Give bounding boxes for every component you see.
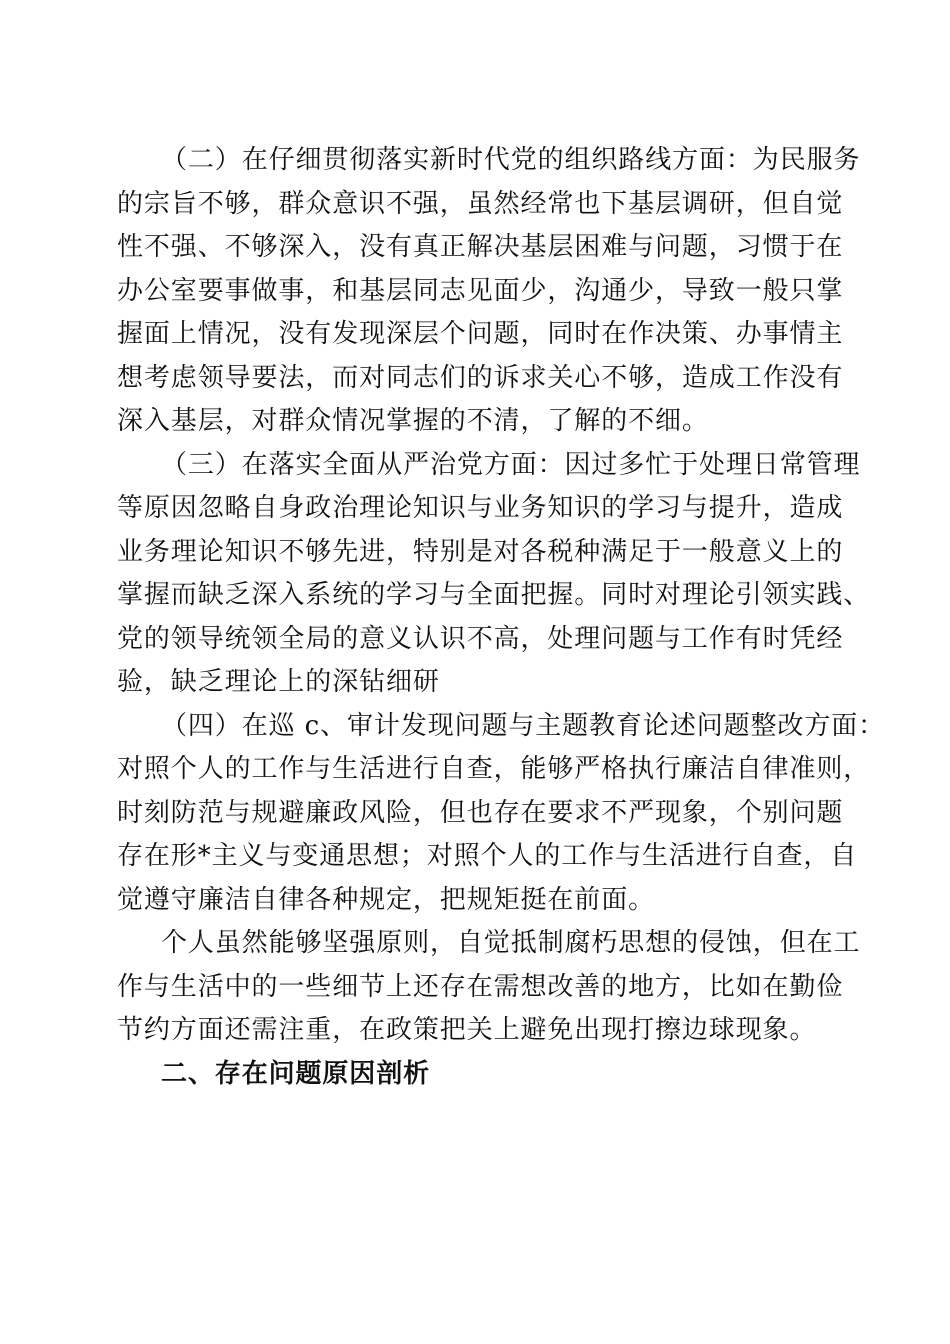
text-line: 性不强、不够深入，没有真正解决基层困难与问题，习惯于在: [117, 232, 844, 262]
text-line: 掌握而缺乏深入系统的学习与全面把握。同时对理论引领实践、: [117, 580, 871, 610]
text-line: 的宗旨不够，群众意识不强，虽然经常也下基层调研，但自觉: [117, 188, 844, 219]
text-line: （二）在仔细贯彻落实新时代党的组织路线方面：为民服务: [161, 145, 861, 175]
text-line: 办公室要事做事，和基层同志见面少，沟通少，导致一般只掌: [117, 275, 844, 306]
text-line: 握面上情况，没有发现深层个问题，同时在作决策、办事情主: [117, 319, 844, 349]
text-line: 节约方面还需注重，在政策把关上避免出现打擦边球现象。: [117, 1015, 817, 1045]
text-line: 想考虑领导要法，而对同志们的诉求关心不够，造成工作没有: [117, 362, 844, 393]
text-line: 存在形*主义与变通思想；对照个人的工作与生活进行自查，自: [117, 841, 858, 871]
text-line: 作与生活中的一些细节上还存在需想改善的地方，比如在勤俭: [117, 971, 844, 1002]
text-line: 业务理论知识不够先进，特别是对各税种满足于一般意义上的: [117, 536, 844, 567]
paragraph-party-governance: [117, 444, 871, 705]
text-line: 个人虽然能够坚强原则，自觉抵制腐朽思想的侵蚀，但在工: [161, 928, 861, 958]
paragraph-organization-line: [117, 139, 861, 444]
section-heading: 二、存在问题原因剖析: [161, 1058, 431, 1089]
text-line: 对照个人的工作与生活进行自查，能够严格执行廉洁自律准则，: [117, 754, 871, 784]
document-body: [117, 139, 886, 1096]
paragraph-personal-conduct: [117, 922, 861, 1053]
paragraph-inspection-rectification: [117, 705, 886, 923]
text-line: 觉遵守廉洁自律各种规定，把规矩挺在前面。: [117, 884, 656, 915]
text-line: （三）在落实全面从严治党方面：因过多忙于处理日常管理: [161, 449, 861, 480]
text-line: 等原因忽略自身政治理论知识与业务知识的学习与提升，造成: [117, 493, 844, 523]
text-line: （四）在巡 c、审计发现问题与主题教育论述问题整改方面：: [161, 710, 886, 741]
text-line: 验，缺乏理论上的深钻细研: [117, 667, 440, 697]
text-line: 党的领导统领全局的意义认识不高，处理问题与工作有时凭经: [117, 623, 844, 654]
text-line: 时刻防范与规避廉政风险，但也存在要求不严现象，个别问题: [117, 797, 844, 828]
text-line: 深入基层，对群众情况掌握的不清，了解的不细。: [117, 406, 709, 436]
